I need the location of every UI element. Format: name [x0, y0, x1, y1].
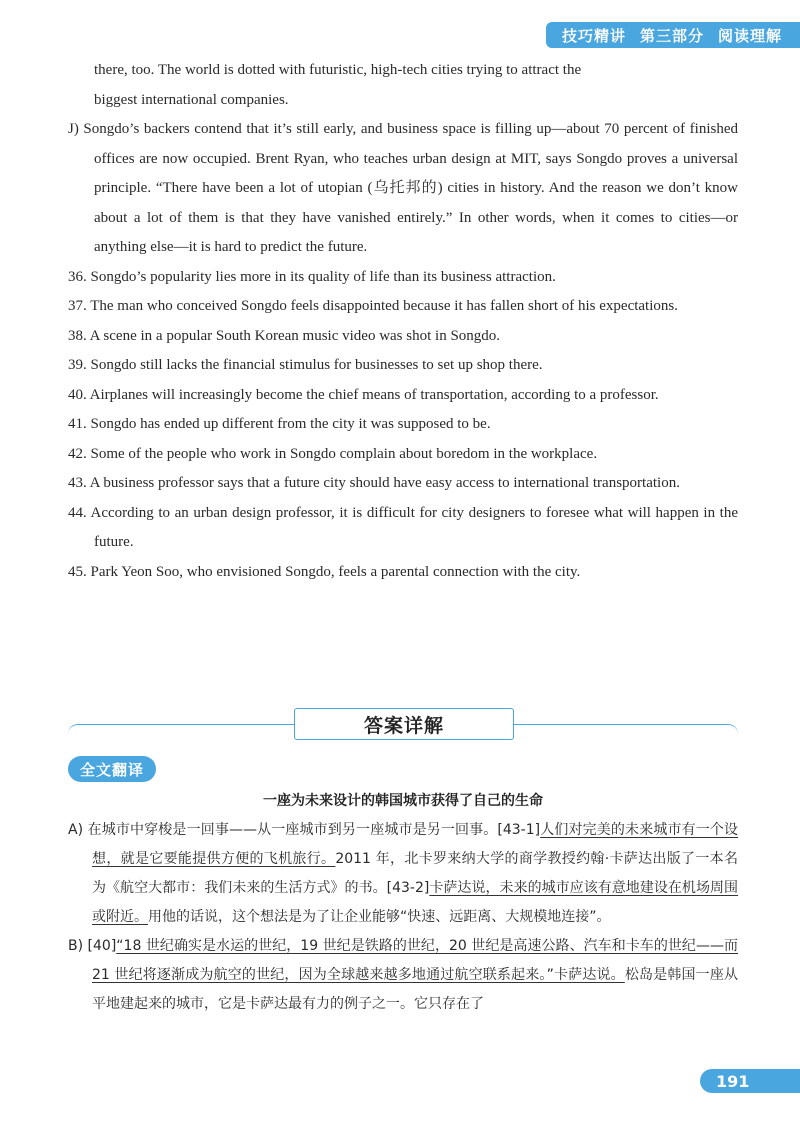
passage-cont-line2: biggest international companies. — [94, 91, 289, 108]
question-45: 45. Park Yeon Soo, who envisioned Songdo, feels a parental connection with the city. — [68, 563, 581, 580]
header-part2: 第三部分 — [639, 26, 704, 45]
question-40: 40. Airplanes will increasingly become the chief means of transportation, according to a professor. — [68, 386, 659, 403]
translation-badge: 全文翻译 — [68, 756, 156, 782]
question-44: 44. According to an urban design professor, it is difficult for city designers to foresee what will happen in the future. — [68, 504, 738, 550]
translation-a-underline1: 人们对完美的未来城市有一个设想，就是它要能提供方便的飞机旅行。 — [92, 822, 739, 867]
translation-title: 一座为未来设计的韩国城市获得了自己的生命 — [263, 793, 543, 809]
translation-body — [68, 816, 738, 1019]
answer-section-banner — [68, 706, 738, 742]
banner-title: 答案详解 — [294, 708, 514, 740]
question-41: 41. Songdo has ended up different from the city it was supposed to be. — [68, 416, 491, 432]
section-header-tab — [546, 22, 800, 48]
question-38: 38. A scene in a popular South Korean music video was shot in Songdo. — [68, 327, 501, 344]
translation-a-pre: A) 在城市中穿梭是一回事——从一座城市到另一座城市是另一回事。[43-1] — [68, 822, 541, 838]
passage-cont-line1: there, too. The world is dotted with futuristic, high-tech cities trying to attract the — [94, 62, 582, 78]
header-part1: 技巧精讲 — [561, 26, 626, 45]
translation-paragraph-b — [68, 932, 738, 1019]
header-part3: 阅读理解 — [717, 26, 782, 45]
translation-b-post: 松岛是韩国一座从平地建起来的城市，它是卡萨达最有力的例子之一。它只存在了 — [92, 967, 739, 1012]
translation-b-pre: B) [40] — [68, 938, 117, 954]
question-42: 42. Some of the people who work in Songdo complain about boredom in the workplace. — [68, 445, 598, 462]
passage-continuation — [68, 56, 738, 115]
question-43: 43. A business professor says that a future city should have easy access to international transportation. — [68, 475, 680, 491]
translation-a-post: 用他的话说，这个想法是为了让企业能够“快速、远距离、大规模地连接”。 — [148, 909, 611, 925]
question-39: 39. Songdo still lacks the financial stimulus for businesses to set up shop there. — [68, 357, 543, 373]
translation-a-underline2: 卡萨达说，未来的城市应该有意地建设在机场周围或附近。 — [92, 880, 739, 925]
page-number: 191 — [700, 1069, 800, 1093]
question-37: 37. The man who conceived Songdo feels disappointed because it has fallen short of his expectations. — [68, 298, 678, 314]
translation-b-underline: “18 世纪确实是水运的世纪，19 世纪是铁路的世纪，20 世纪是高速公路、汽车和卡车的世纪——而 21 世纪将逐渐成为航空的世纪，因为全球越来越多地通过航空联系起来。”卡萨达说。 — [92, 938, 738, 983]
translation-a-mid: 2011 年，北卡罗来纳大学的商学教授约翰·卡萨达出版了一本名为《航空大都市：我们未来的生活方式》的书。[43-2] — [92, 851, 738, 896]
translation-paragraph-a — [68, 816, 738, 932]
english-passage — [68, 56, 738, 587]
question-36: 36. Songdo’s popularity lies more in its quality of life than its business attraction. — [68, 268, 556, 285]
paragraph-j: J) Songdo’s backers contend that it’s still early, and business space is filling up—about 70 percent of finished offices are now occupied. Brent Ryan, who teaches urban design at MIT, says Songdo proves a universal principle. “There have been a lot of utopian (乌托邦的) cities in history. And the reason we don’t know about a lot of them is that they have vanished entirely.” In other words, when it comes to cities—or anything else—it is hard to predict the future. — [68, 121, 738, 255]
